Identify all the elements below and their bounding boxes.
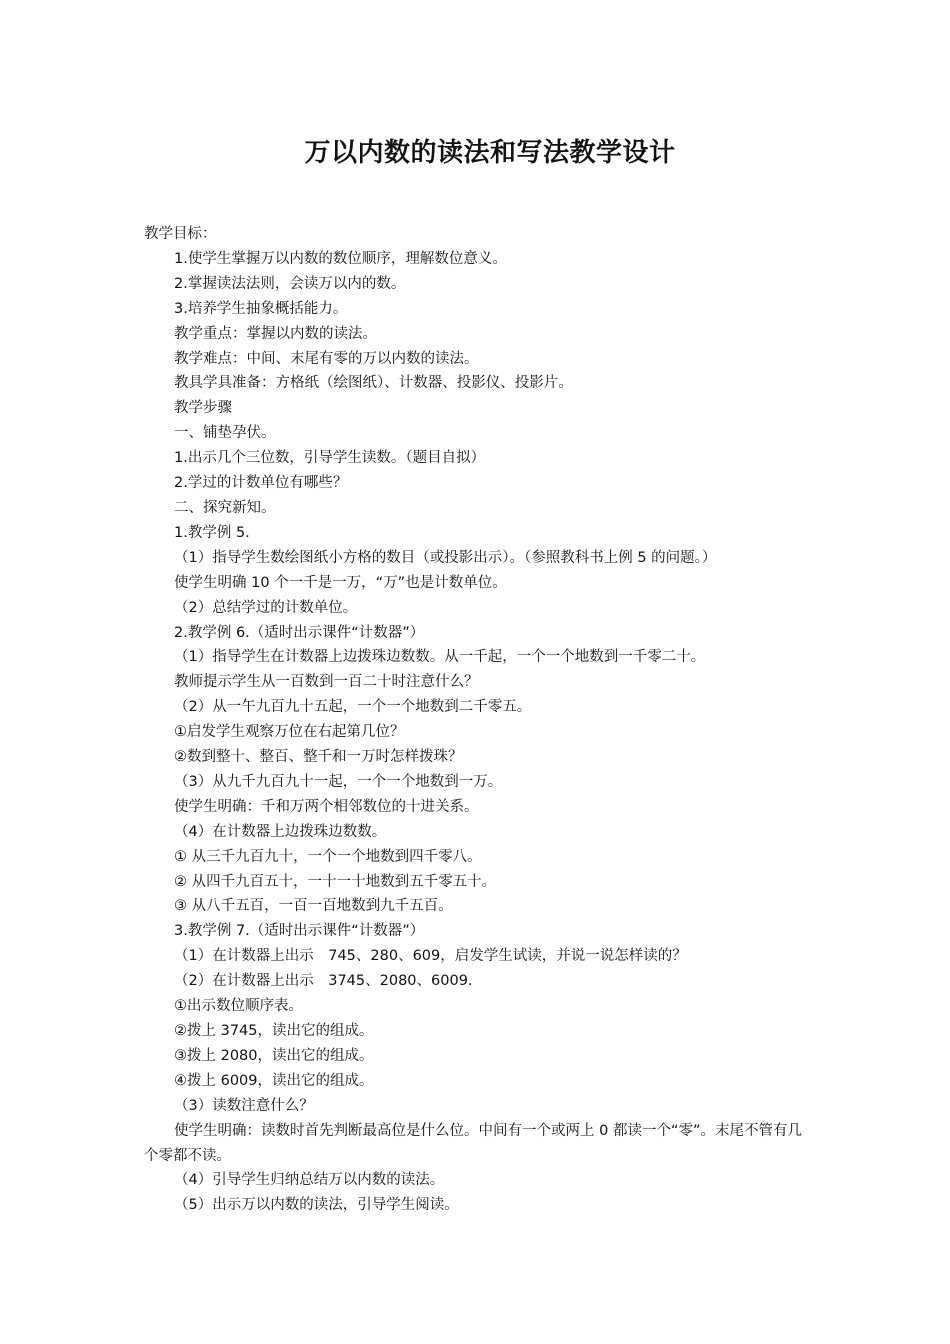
step-item: ①出示数位顺序表。 — [174, 998, 303, 1015]
step-item: 使学生明确 10 个一千是一万，“万”也是计数单位。 — [174, 574, 507, 591]
step-item: 使学生明确：千和万两个相邻数位的十进关系。 — [174, 798, 479, 815]
objective-item: 1.使学生掌握万以内数的数位顺序，理解数位意义。 — [174, 250, 507, 267]
step-heading: 二、探究新知。 — [174, 499, 276, 516]
teaching-difficulty: 教学难点：中间、末尾有零的万以内数的读法。 — [174, 350, 479, 367]
objective-item: 2.掌握读法法则，会读万以内的数。 — [174, 275, 406, 292]
step-item: 2.教学例 6.（适时出示课件“计数器”） — [174, 624, 425, 641]
step-item: ② 从四千九百五十，一十一十地数到五千零五十。 — [174, 873, 497, 890]
step-item: ③ 从八千五百，一百一百地数到九千五百。 — [174, 898, 453, 915]
step-item: （3）从九千九百九十一起，一个一个地数到一万。 — [174, 773, 503, 790]
step-item: （3）读数注意什么？ — [174, 1097, 314, 1114]
step-item: ④拨上 6009，读出它的组成。 — [174, 1072, 374, 1089]
objective-item: 3.培养学生抽象概括能力。 — [174, 300, 348, 317]
section-heading-objectives: 教学目标： — [144, 226, 217, 242]
step-item: （1）指导学生在计数器上边拨珠边数数。从一千起，一个一个地数到一千零二十。 — [174, 649, 706, 666]
step-item: （2）在计数器上出示 3745、2080、6009. — [174, 973, 473, 990]
step-item-paragraph: 使学生明确：读数时首先判断最高位是什么位。中间有一个或两上 0 都读一个“零”。末尾不管有几个零都不读。 — [144, 1122, 802, 1164]
step-item: （1）指导学生数绘图纸小方格的数目（或投影出示）。（参照教科书上例 5 的问题。） — [174, 549, 717, 566]
document-body — [144, 222, 804, 1218]
step-item: （4）在计数器上边拨珠边数数。 — [174, 823, 387, 840]
step-item: ②数到整十、整百、整千和一万时怎样拨珠？ — [174, 749, 463, 766]
step-item: （2）从一午九百九十五起，一个一个地数到二千零五。 — [174, 699, 532, 716]
step-item: 2.学过的计数单位有哪些？ — [174, 475, 348, 492]
step-item: ②拨上 3745，读出它的组成。 — [174, 1023, 374, 1039]
step-item: （4）引导学生归纳总结万以内数的读法。 — [174, 1172, 445, 1189]
step-heading: 一、铺垫孕伏。 — [174, 425, 276, 442]
step-item: ③拨上 2080，读出它的组成。 — [174, 1047, 374, 1064]
teaching-focus: 教学重点：掌握以内数的读法。 — [174, 325, 377, 342]
step-item: （2）总结学过的计数单位。 — [174, 599, 358, 616]
step-item: （1）在计数器上出示 745、280、609，启发学生试读，并说一说怎样读的？ — [174, 948, 687, 965]
step-item: ① 从三千九百九十，一个一个地数到四千零八。 — [174, 848, 482, 865]
step-item: 1.出示几个三位数，引导学生读数。（题目自拟） — [174, 450, 486, 467]
step-item: 教师提示学生从一百数到一百二十时注意什么？ — [174, 674, 479, 691]
section-heading-steps: 教学步骤 — [174, 400, 232, 417]
step-item: （5）出示万以内数的读法，引导学生阅读。 — [174, 1197, 459, 1214]
step-item: 3.教学例 7.（适时出示课件“计数器”） — [174, 923, 425, 940]
step-item: ①启发学生观察万位在右起第几位？ — [174, 724, 405, 741]
document-title: 万以内数的读法和写法教学设计 — [304, 138, 676, 168]
materials-preparation: 教具学具准备：方格纸（绘图纸）、计数器、投影仪、投影片。 — [174, 375, 573, 392]
step-item: 1.教学例 5. — [174, 524, 250, 541]
